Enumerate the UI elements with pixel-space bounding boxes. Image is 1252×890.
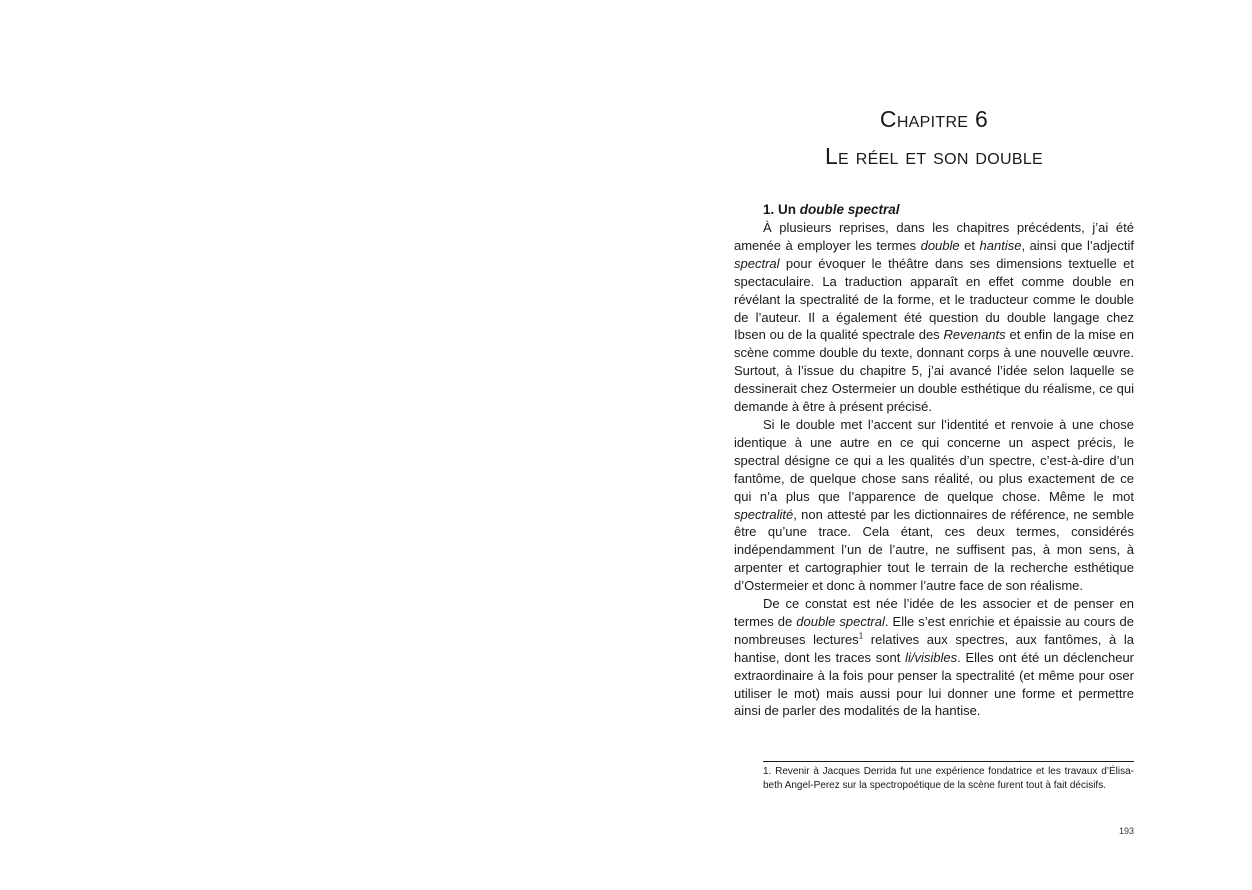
body-text	[734, 201, 1134, 720]
paragraph-1	[734, 219, 1134, 416]
p2-text-1: Si le double met l’accent sur l’identité et renvoie à une chose identique à une autre en ce qui concerne un aspect précis, le spectral désigne ce qui a les qualités d’un spectre, c’est-à-dire d’un fantôme, de quelque chose sans réalité, ou plus exactement de ce qui n’a plus que l’apparence de quelque chose. Même le mot	[734, 416, 1134, 504]
p1-italic-3: spectral	[734, 255, 780, 271]
chapter-title: Le réel et son double	[824, 143, 1044, 169]
p3-italic-1: double spectral	[796, 613, 885, 629]
p1-italic-4: Revenants	[943, 327, 1006, 343]
footnote-divider	[763, 761, 1134, 762]
p1-text-2: et	[959, 237, 980, 253]
section-heading	[763, 201, 1134, 219]
paragraph-3	[734, 595, 1134, 720]
p2-text-2: , non attesté par les dictionnaires de référence, ne semble être qu’une trace. Cela étant, ces deux termes, considérés indépendamment l’un de l’autre, ne suffisent pas, à mon sens, à arpenter et cartographier tout le terrain de la recherche esthétique d’Ostermeier et donc à nommer l’autre face de son réalisme.	[734, 506, 1134, 594]
paragraph-2	[734, 416, 1134, 595]
footnote: 1. Revenir à Jacques Derrida fut une expérience fondatrice et les travaux d’Élisabeth Angel-Perez sur la spectropoétique de la scène furent tout à fait décisifs.	[763, 766, 1134, 791]
p1-italic-2: hantise	[979, 237, 1022, 253]
p3-text-1: De ce constat est née l’idée de les associer et de penser en termes de	[734, 596, 1134, 629]
p1-text-5: et enfin de la mise en scène comme double du texte, donnant corps à une nouvelle œuvre. Surtout, à l’issue du chapitre 5, j’ai avancé l’idée selon laquelle se dessinerait chez Ostermeier un double esthétique du réalisme, ce qui demande à être à présent précisé.	[734, 327, 1134, 415]
section-number: 1. Un	[763, 202, 797, 217]
page-number: 193	[1118, 826, 1134, 836]
p1-text-4: pour évoquer le théâtre dans ses dimensions textuelle et spectaculaire. La traduction apparaît en effet comme double en révélant la spectralité de la forme, et le traducteur comme le double de l’auteur. Il a également été question du double langage chez Ibsen ou de la qualité spectrale des	[734, 255, 1134, 343]
p2-italic-1: spectralité	[734, 506, 794, 522]
p3-text-3: relatives aux spectres, aux fantômes, à la hantise, dont les traces sont	[734, 631, 1134, 665]
p1-text-1: À plusieurs reprises, dans les chapitres précédents, j’ai été amenée à employer les termes	[734, 220, 1134, 253]
footnote-marker[interactable]: 1	[858, 631, 864, 641]
p1-italic-1: double	[920, 237, 960, 253]
p1-text-3: , ainsi que l’adjectif	[1021, 237, 1134, 253]
p3-text-2: . Elle s’est enrichie et épaissie au cours de nombreuses lectures	[734, 613, 1135, 647]
section-title: double spectral	[799, 202, 900, 217]
chapter-number: Chapitre 6	[879, 106, 989, 132]
p3-italic-2: li/visibles	[905, 649, 958, 665]
p3-text-4: . Elles ont été un déclencheur extraordinaire à la fois pour penser la spectralité (et même pour oser utiliser le mot) mais aussi pour lui donner une forme et permettre ainsi de parler des modalités de la hantise.	[734, 649, 1134, 719]
